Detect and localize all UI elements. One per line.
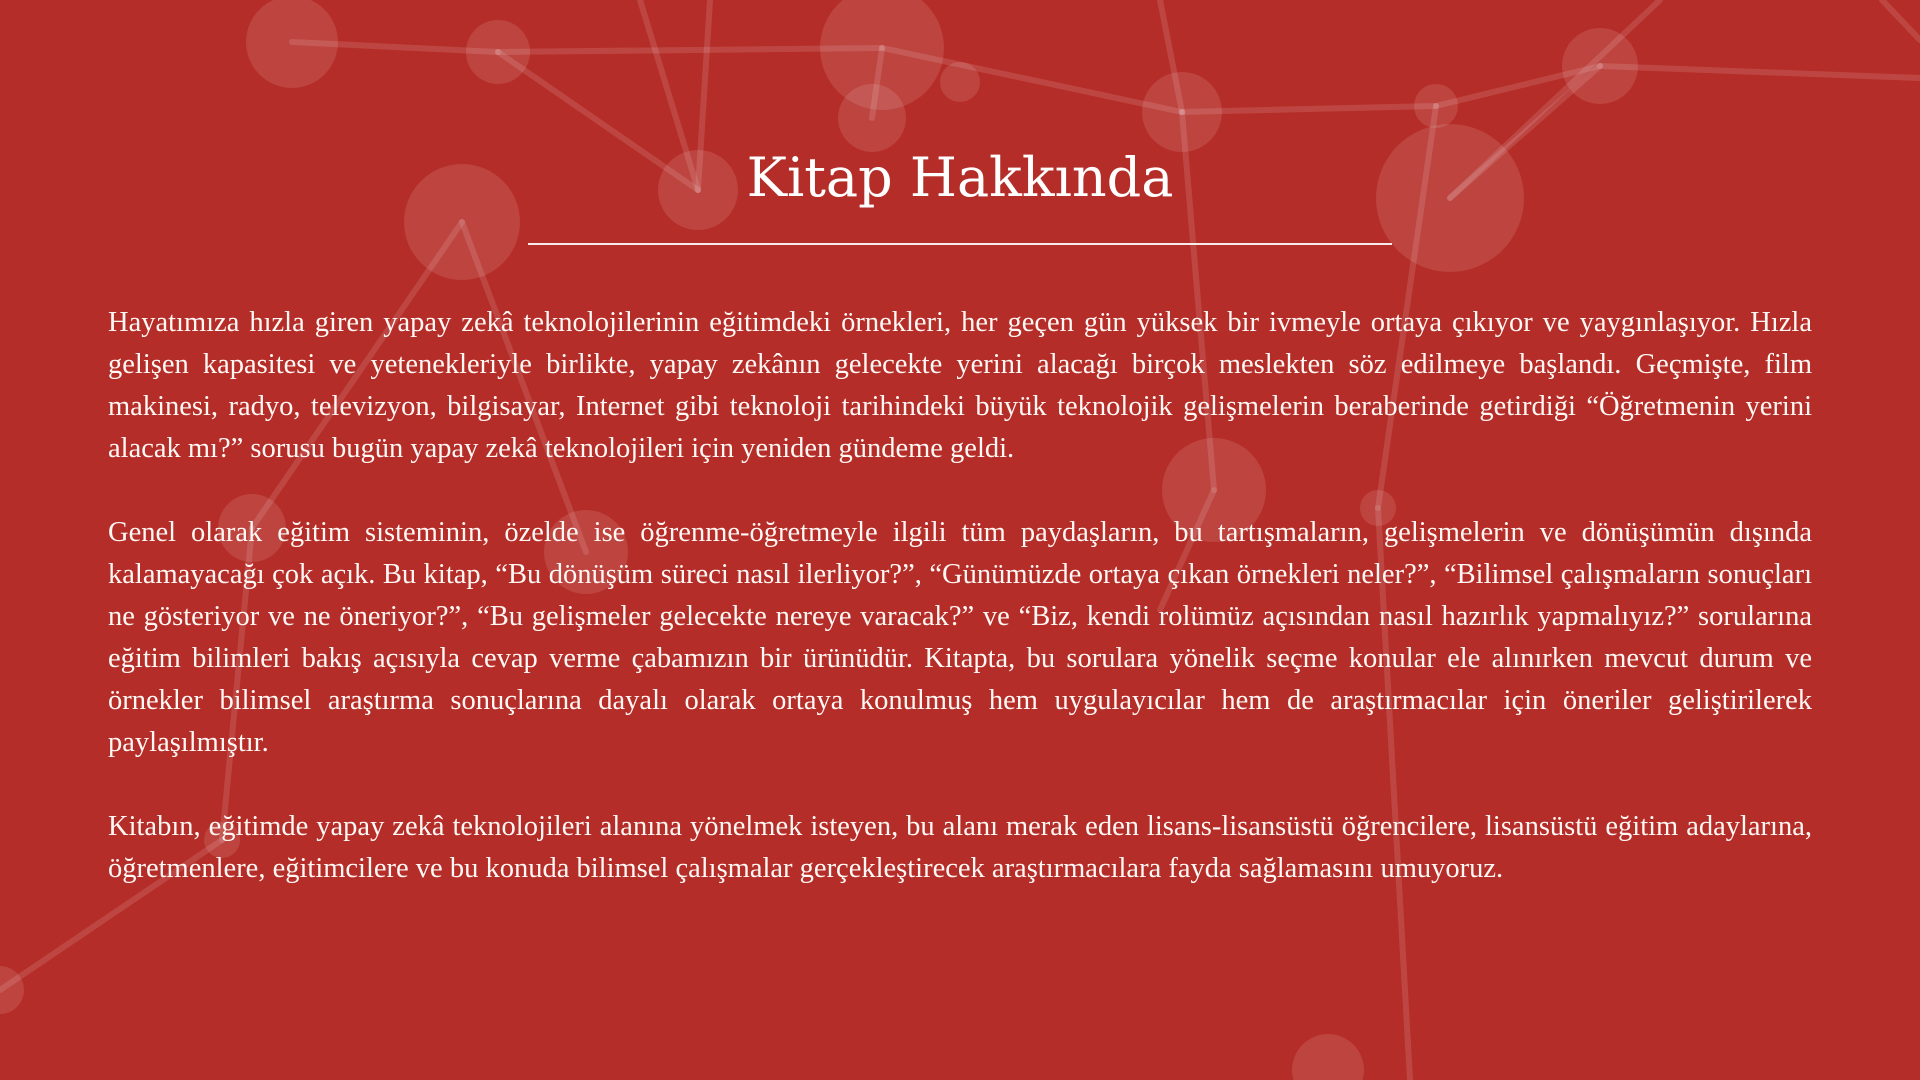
paragraph-purpose: Genel olarak eğitim sisteminin, özelde ise öğrenme-öğretmeyle ilgili tüm paydaşların, bu tartışmaların, gelişmelerin ve dönüşümün dışında kalamayacağı çok açık. Bu kitap, “Bu dönüşüm süreci nasıl ilerliyor?”, “Günümüzde ortaya çıkan örnekleri neler?”, “Bilimsel çalışmaların sonuçları ne gösteriyor ve ne öneriyor?”, “Bu gelişmeler gelecekte nereye varacak?” ve “Biz, kendi rolümüz açısından nasıl hazırlık yapmalıyız?” sorularına eğitim bilimleri bakış açısıyla cevap verme çabamızın bir ürünüdür. Kitapta, bu sorulara yönelik seçme konular ele alınırken mevcut durum ve örnekler bilimsel araştırma sonuçlarına dayalı olarak ortaya konulmuş hem uygulayıcılar hem de araştırmacılar için öneriler geliştirilerek paylaşılmıştır.	[108, 517, 1812, 758]
paragraph-intro: Hayatımıza hızla giren yapay zekâ teknolojilerinin eğitimdeki örnekleri, her geçen gün yüksek bir ivmeyle ortaya çıkıyor ve yaygınlaşıyor. Hızla gelişen kapasitesi ve yetenekleriyle birlikte, yapay zekânın gelecekte yerini alacağı birçok meslekten söz edilmeye başlandı. Geçmişte, film makinesi, radyo, televizyon, bilgisayar, Internet gibi teknoloji tarihindeki büyük teknolojik gelişmelerin beraberinde getirdiği “Öğretmenin yerini alacak mı?” sorusu bugün yapay zekâ teknolojileri için yeniden gündeme geldi.	[108, 307, 1812, 464]
paragraph-audience: Kitabın, eğitimde yapay zekâ teknolojileri alanına yönelmek isteyen, bu alanı merak eden lisans-lisansüstü öğrencilere, lisansüstü eğitim adaylarına, öğretmenlere, eğitimcilere ve bu konuda bilimsel çalışmalar gerçekleştirecek araştırmacılara fayda sağlamasını umuyoruz.	[108, 811, 1812, 884]
body-text	[108, 302, 1812, 932]
page-title: Kitap Hakkında	[746, 146, 1174, 209]
title-divider	[528, 243, 1392, 245]
